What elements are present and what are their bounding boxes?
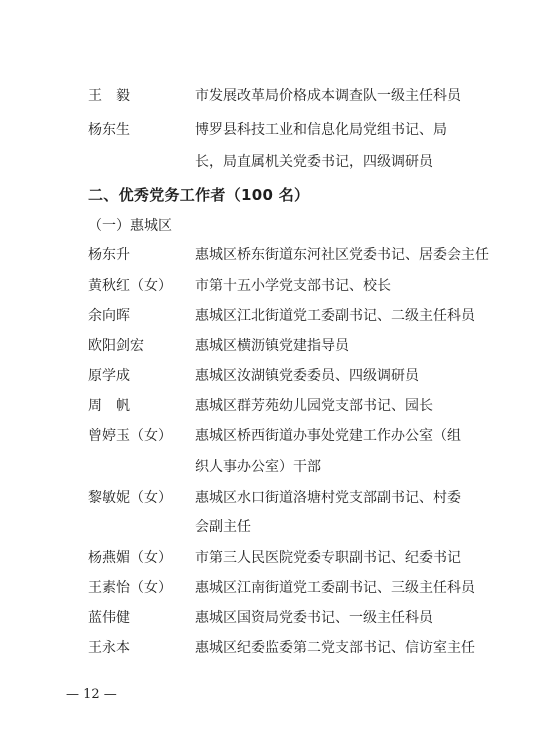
entry-description: 惠城区纪委监委第二党支部书记、信访室主任: [195, 640, 475, 656]
entry-description: 惠城区横沥镇党建指导员: [195, 338, 349, 354]
page-number: — 12 —: [66, 687, 117, 702]
entry-description: 惠城区汝湖镇党委委员、四级调研员: [195, 368, 419, 384]
entry-description-continued: 会副主任: [195, 519, 251, 535]
entry-description: 博罗县科技工业和信息化局党组书记、局: [195, 122, 447, 138]
entry-description: 惠城区桥西街道办事处党建工作办公室（组: [195, 428, 461, 444]
entry-name: 杨燕媚（女）: [88, 550, 172, 566]
entry-name: 余向晖: [88, 308, 130, 324]
entry-description: 惠城区水口街道洛塘村党支部副书记、村委: [195, 490, 461, 506]
entry-description: 惠城区群芳苑幼儿园党支部书记、园长: [195, 398, 433, 414]
entry-description: 惠城区江北街道党工委副书记、二级主任科员: [195, 308, 475, 324]
entry-name: 蓝伟健: [88, 610, 130, 626]
entry-name: 杨东生: [88, 122, 130, 138]
entry-description: 惠城区桥东街道东河社区党委书记、居委会主任: [195, 247, 489, 263]
entry-name: 杨东升: [88, 247, 130, 263]
entry-description: 市第三人民医院党委专职副书记、纪委书记: [195, 550, 461, 566]
entry-description: 惠城区江南街道党工委副书记、三级主任科员: [195, 580, 475, 596]
subsection-heading: （一）惠城区: [88, 218, 172, 234]
entry-description-continued: 织人事办公室）干部: [195, 459, 321, 475]
section-heading: 二、优秀党务工作者（100 名）: [88, 186, 310, 204]
entry-name: 黄秋红（女）: [88, 278, 172, 294]
entry-name: 黎敏妮（女）: [88, 490, 172, 506]
entry-name: 王 毅: [88, 88, 130, 104]
entry-description: 市发展改革局价格成本调查队一级主任科员: [195, 88, 461, 104]
entry-description: 惠城区国资局党委书记、一级主任科员: [195, 610, 433, 626]
entry-name: 曾婷玉（女）: [88, 428, 172, 444]
entry-name: 周 帆: [88, 398, 130, 414]
entry-description-continued: 长，局直属机关党委书记，四级调研员: [195, 154, 433, 170]
entry-name: 欧阳剑宏: [88, 338, 144, 354]
entry-description: 市第十五小学党支部书记、校长: [195, 278, 391, 294]
entry-name: 原学成: [88, 368, 130, 384]
entry-name: 王素怡（女）: [88, 580, 172, 596]
entry-name: 王永本: [88, 640, 130, 656]
